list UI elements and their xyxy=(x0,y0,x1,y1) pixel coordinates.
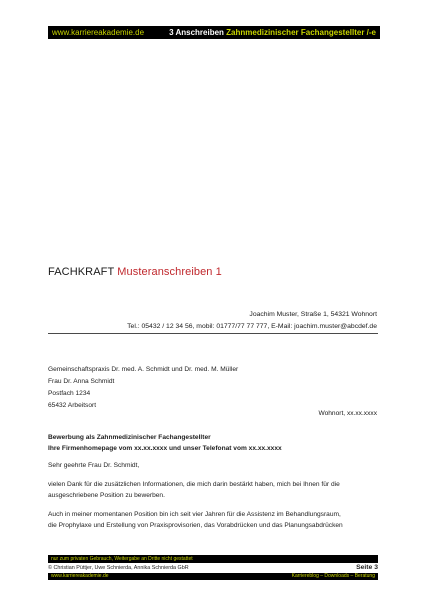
page-number: Seite 3 xyxy=(356,564,378,571)
footer-copyright: © Christian Püttjer, Uwe Schnierda, Annika Schnierda GbR xyxy=(48,565,189,571)
footer-usage-note: nur zum privaten Gebrauch, Weitergabe an Dritte nicht gestattet xyxy=(48,555,378,563)
footer-copyright-row xyxy=(48,565,378,571)
sender-contact: Tel.: 05432 / 12 34 56, mobil: 01777/77 77 777, E-Mail: joachim.muster@abcdef.de xyxy=(127,323,377,330)
header-bar xyxy=(48,26,380,39)
footer-bar xyxy=(48,573,378,580)
letter-date: Wohnort, xx.xx.xxxx xyxy=(318,410,377,417)
subject-line: Bewerbung als Zahnmedizinischer Fachangestellter xyxy=(48,434,211,441)
heading-plain: FACHKRAFT xyxy=(48,266,115,278)
heading-accent: Musteranschreiben 1 xyxy=(117,266,222,278)
paragraph-line: Auch in meiner momentanen Position bin ich seit vier Jahren für die Assistenz im Behandlungsraum, xyxy=(48,511,341,518)
header-doc-title: Zahnmedizinischer Fachangestellter /-e xyxy=(226,28,376,37)
recipient-line: Postfach 1234 xyxy=(48,390,91,397)
sender-divider xyxy=(48,333,378,334)
paragraph-line: die Prophylaxe und Erstellung von Praxisprovisorien, das Vorabdrücken und das Planungsabdrücken xyxy=(48,522,343,529)
header-document-title xyxy=(169,26,376,39)
footer-links[interactable]: Karriereblog – Downloads – Beratung xyxy=(291,573,375,579)
page-heading xyxy=(48,266,222,278)
recipient-line: Gemeinschaftspraxis Dr. med. A. Schmidt und Dr. med. M. Müller xyxy=(48,366,239,373)
paragraph-line: vielen Dank für die zusätzlichen Informationen, die mich darin bestärkt haben, mich bei Ihnen für die xyxy=(48,481,340,488)
salutation: Sehr geehrte Frau Dr. Schmidt, xyxy=(48,462,140,469)
recipient-line: 65432 Arbeitsort xyxy=(48,402,97,409)
sender-address: Joachim Muster, Straße 1, 54321 Wohnort xyxy=(249,311,377,318)
footer-site-link[interactable]: www.karriereakademie.de xyxy=(51,573,109,579)
recipient-line: Frau Dr. Anna Schmidt xyxy=(48,378,115,385)
subject-reference: Ihre Firmenhomepage vom xx.xx.xxxx und unser Telefonat vom xx.xx.xxxx xyxy=(48,445,282,452)
header-site-link[interactable]: www.karriereakademie.de xyxy=(52,28,145,37)
header-doc-prefix: 3 Anschreiben xyxy=(169,28,224,37)
paragraph-line: ausgeschriebene Position zu bewerben. xyxy=(48,492,165,499)
